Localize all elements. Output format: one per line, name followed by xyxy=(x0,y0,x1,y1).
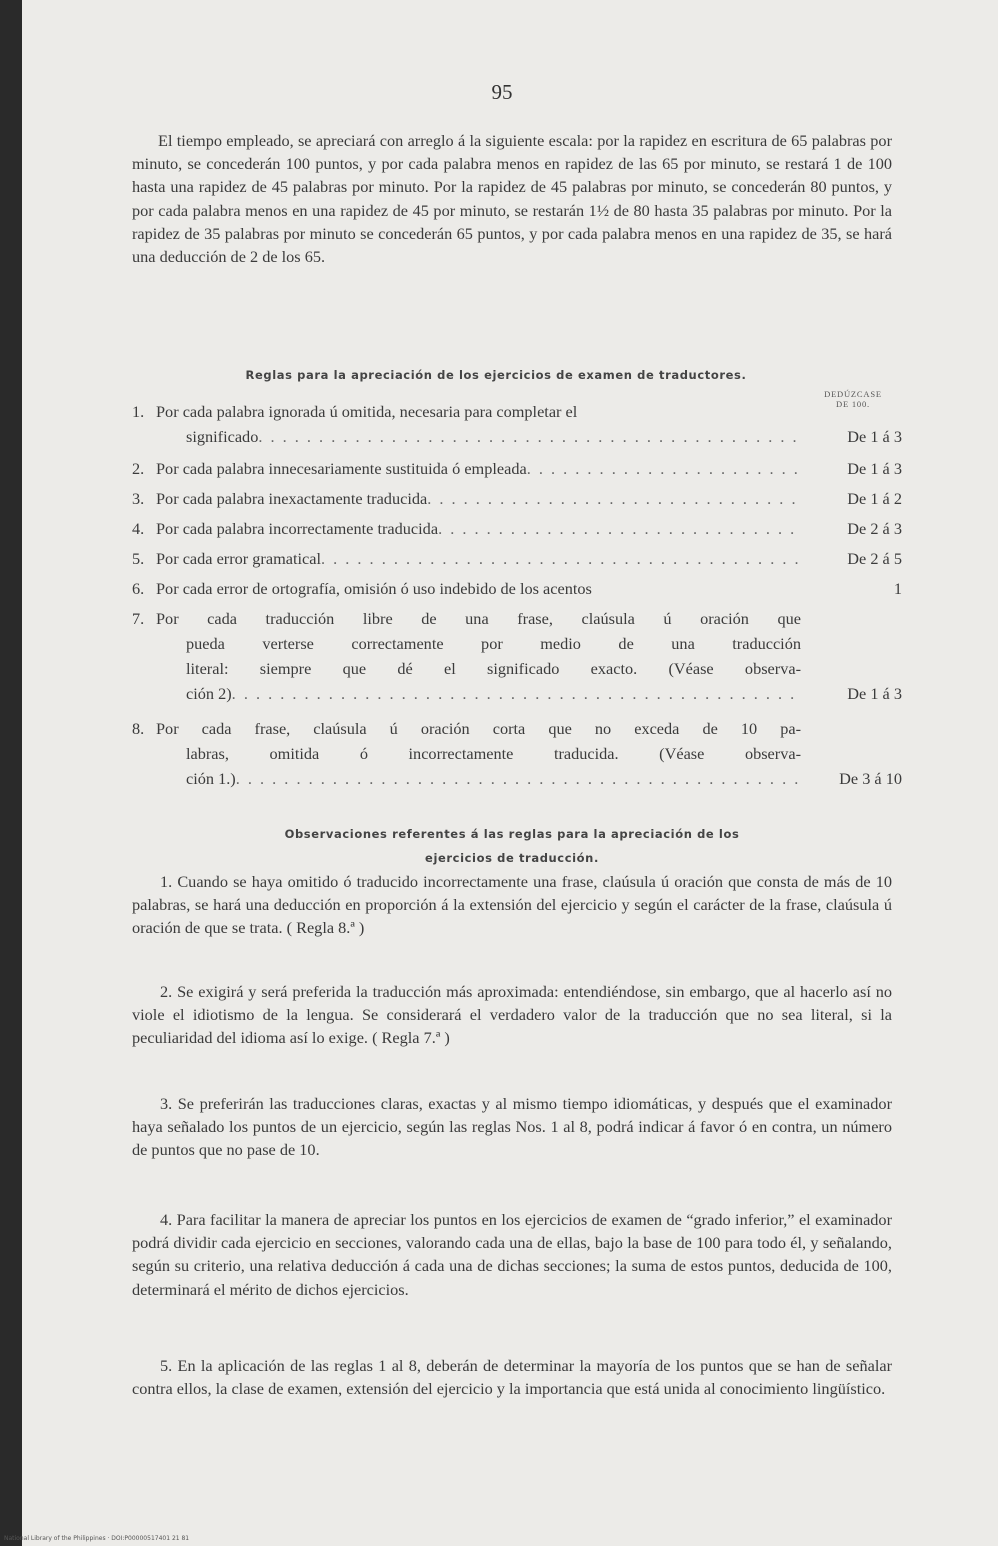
observations-heading-line: Observaciones referentes á las reglas para la apreciación de los xyxy=(284,827,740,841)
rule-number: 5. xyxy=(132,549,145,568)
rule-line-text: Por cada palabra innecesariamente sustituida ó empleada xyxy=(156,459,527,478)
dot-leader xyxy=(232,681,801,706)
observations-heading xyxy=(132,822,892,870)
rule-number: 4. xyxy=(132,519,145,538)
footer-credit: National Library of the Philippines · DOI:P00000517401 21 81 xyxy=(4,1535,190,1542)
rule-line-text: Por cada palabra ignorada ú omitida, necesaria para completar el xyxy=(156,402,578,421)
rule-text xyxy=(156,576,801,601)
rule-text xyxy=(156,606,801,706)
rule-line xyxy=(156,631,801,656)
rule-line xyxy=(156,424,801,449)
rule-text xyxy=(156,399,801,449)
rule-penalty: De 3 á 10 xyxy=(839,769,902,788)
rule-line-text: Por cada frase, claúsula ú oración corta que no exceda de 10 pa- xyxy=(156,719,801,738)
rule-penalty: De 1 á 2 xyxy=(847,489,902,508)
rule-text xyxy=(156,716,801,791)
rule-line-text: labras, omitida ó incorrectamente traducida. (Véase observa- xyxy=(186,744,801,763)
rule-text xyxy=(156,456,801,481)
page-number: 95 xyxy=(491,80,513,104)
rule-item xyxy=(132,399,902,451)
rule-text xyxy=(156,546,801,571)
rule-item xyxy=(132,486,902,512)
rule-penalty: De 1 á 3 xyxy=(847,427,902,446)
rule-line-text: ción 2) xyxy=(186,684,232,703)
rule-item xyxy=(132,516,902,542)
rule-number: 2. xyxy=(132,459,145,478)
rule-line xyxy=(156,766,801,791)
rule-line-text: ción 1.) xyxy=(186,769,236,788)
rule-line xyxy=(156,576,801,601)
dot-leader xyxy=(438,516,801,541)
rule-line xyxy=(156,716,801,741)
rule-text xyxy=(156,516,801,541)
column-header-line: DEDÚZCASE xyxy=(824,389,882,399)
observation-paragraph: 1. Cuando se haya omitido ó traducido incorrectamente una frase, claúsula ú oración que consta de más de 10 palabras, se hará una deducción en proporción á la extensión del ejercicio y según el carácter de la frase, claúsula ú oración de que se trata. ( Regla 8.ª ) xyxy=(132,872,892,938)
rule-item xyxy=(132,576,902,602)
column-header-line: DE 100. xyxy=(836,399,870,409)
rule-number: 7. xyxy=(132,609,145,628)
rule-line-text: Por cada error gramatical xyxy=(156,549,321,568)
rule-number: 1. xyxy=(132,402,145,421)
rule-number: 6. xyxy=(132,579,145,598)
rule-line xyxy=(156,681,801,706)
rule-line xyxy=(156,456,801,481)
rule-line-text: pueda verterse correctamente por medio de una traducción xyxy=(186,634,801,653)
rule-penalty: De 2 á 5 xyxy=(847,549,902,568)
rule-penalty: 1 xyxy=(893,579,902,598)
rule-line xyxy=(156,546,801,571)
dot-leader xyxy=(527,456,801,481)
observation-paragraph: 3. Se preferirán las traducciones claras, exactas y al mismo tiempo idiomáticas, y después que el examinador haya señalado los puntos de un ejercicio, según las reglas Nos. 1 al 8, podrá indicar á favor ó en contra, un número de puntos que no pase de 10. xyxy=(132,1094,892,1160)
rule-line-text: literal: siempre que dé el significado exacto. (Véase observa- xyxy=(186,659,801,678)
observation-paragraph: 2. Se exigirá y será preferida la traducción más aproximada: entendiéndose, sin embargo, que al hacerlo así no viole el idiotismo de la lengua. Se considerará el verdadero valor de la traducción que no sea literal, si la peculiaridad del idioma así lo exige. ( Regla 7.ª ) xyxy=(132,982,892,1048)
rule-item xyxy=(132,546,902,572)
rule-item xyxy=(132,716,902,794)
rule-line-text: significado xyxy=(186,427,259,446)
document-page xyxy=(22,0,998,1546)
observations-heading-line: ejercicios de traducción. xyxy=(425,851,599,865)
rule-line xyxy=(156,399,801,424)
rule-penalty: De 2 á 3 xyxy=(847,519,902,538)
dot-leader xyxy=(427,486,801,511)
rule-penalty: De 1 á 3 xyxy=(847,459,902,478)
observation-paragraph: 4. Para facilitar la manera de apreciar los puntos en los ejercicios de examen de “grado inferior,” el examinador podrá dividir cada ejercicio en secciones, valorando cada una de ellas, bajo la base de 100 para todo él, y señalando, según su criterio, una relativa deducción á cada una de dichas secciones; la suma de estos puntos, deducida de 100, determinará el mérito de dichos ejercicios. xyxy=(132,1210,892,1299)
rule-line-text: Por cada error de ortografía, omisión ó uso indebido de los acentos xyxy=(156,579,592,598)
rule-line xyxy=(156,516,801,541)
rule-line xyxy=(156,656,801,681)
dot-leader xyxy=(258,424,801,449)
rules-heading: Reglas para la apreciación de los ejercicios de examen de traductores. xyxy=(245,368,747,382)
rule-line xyxy=(156,486,801,511)
rule-penalty: De 1 á 3 xyxy=(847,684,902,703)
dot-leader xyxy=(236,766,801,791)
rule-item xyxy=(132,456,902,482)
dot-leader xyxy=(321,546,801,571)
observation-paragraph: 5. En la aplicación de las reglas 1 al 8, deberán de determinar la mayoría de los puntos que se han de señalar contra ellos, la clase de examen, extensión del ejercicio y la importancia que está unida al conocimiento lingüístico. xyxy=(132,1356,892,1399)
rule-line xyxy=(156,741,801,766)
rule-line-text: Por cada traducción libre de una frase, claúsula ú oración que xyxy=(156,609,801,628)
rule-number: 3. xyxy=(132,489,145,508)
rule-line-text: Por cada palabra inexactamente traducida xyxy=(156,489,428,508)
intro-paragraph: El tiempo empleado, se apreciará con arreglo á la siguiente escala: por la rapidez en escritura de 65 palabras por minuto, se concederán 100 puntos, y por cada palabra menos en rapidez de las 65 por minuto, se restará 1 de 100 hasta una rapidez de 45 palabras por minuto. Por la rapidez de 45 palabras por minuto, se concederán 80 puntos, y por cada palabra menos en una rapidez de 45 por minuto, se restarán 1½ de 80 hasta 35 palabras por minuto. Por la rapidez de 35 palabras por minuto se concederán 65 puntos, y por cada palabra menos en una rapidez de 35, se hará una deducción de 2 de los 65. xyxy=(132,131,892,267)
rule-line xyxy=(156,606,801,631)
rule-item xyxy=(132,606,902,708)
rule-number: 8. xyxy=(132,719,145,738)
rule-line-text: Por cada palabra incorrectamente traducida xyxy=(156,519,439,538)
rule-text xyxy=(156,486,801,511)
